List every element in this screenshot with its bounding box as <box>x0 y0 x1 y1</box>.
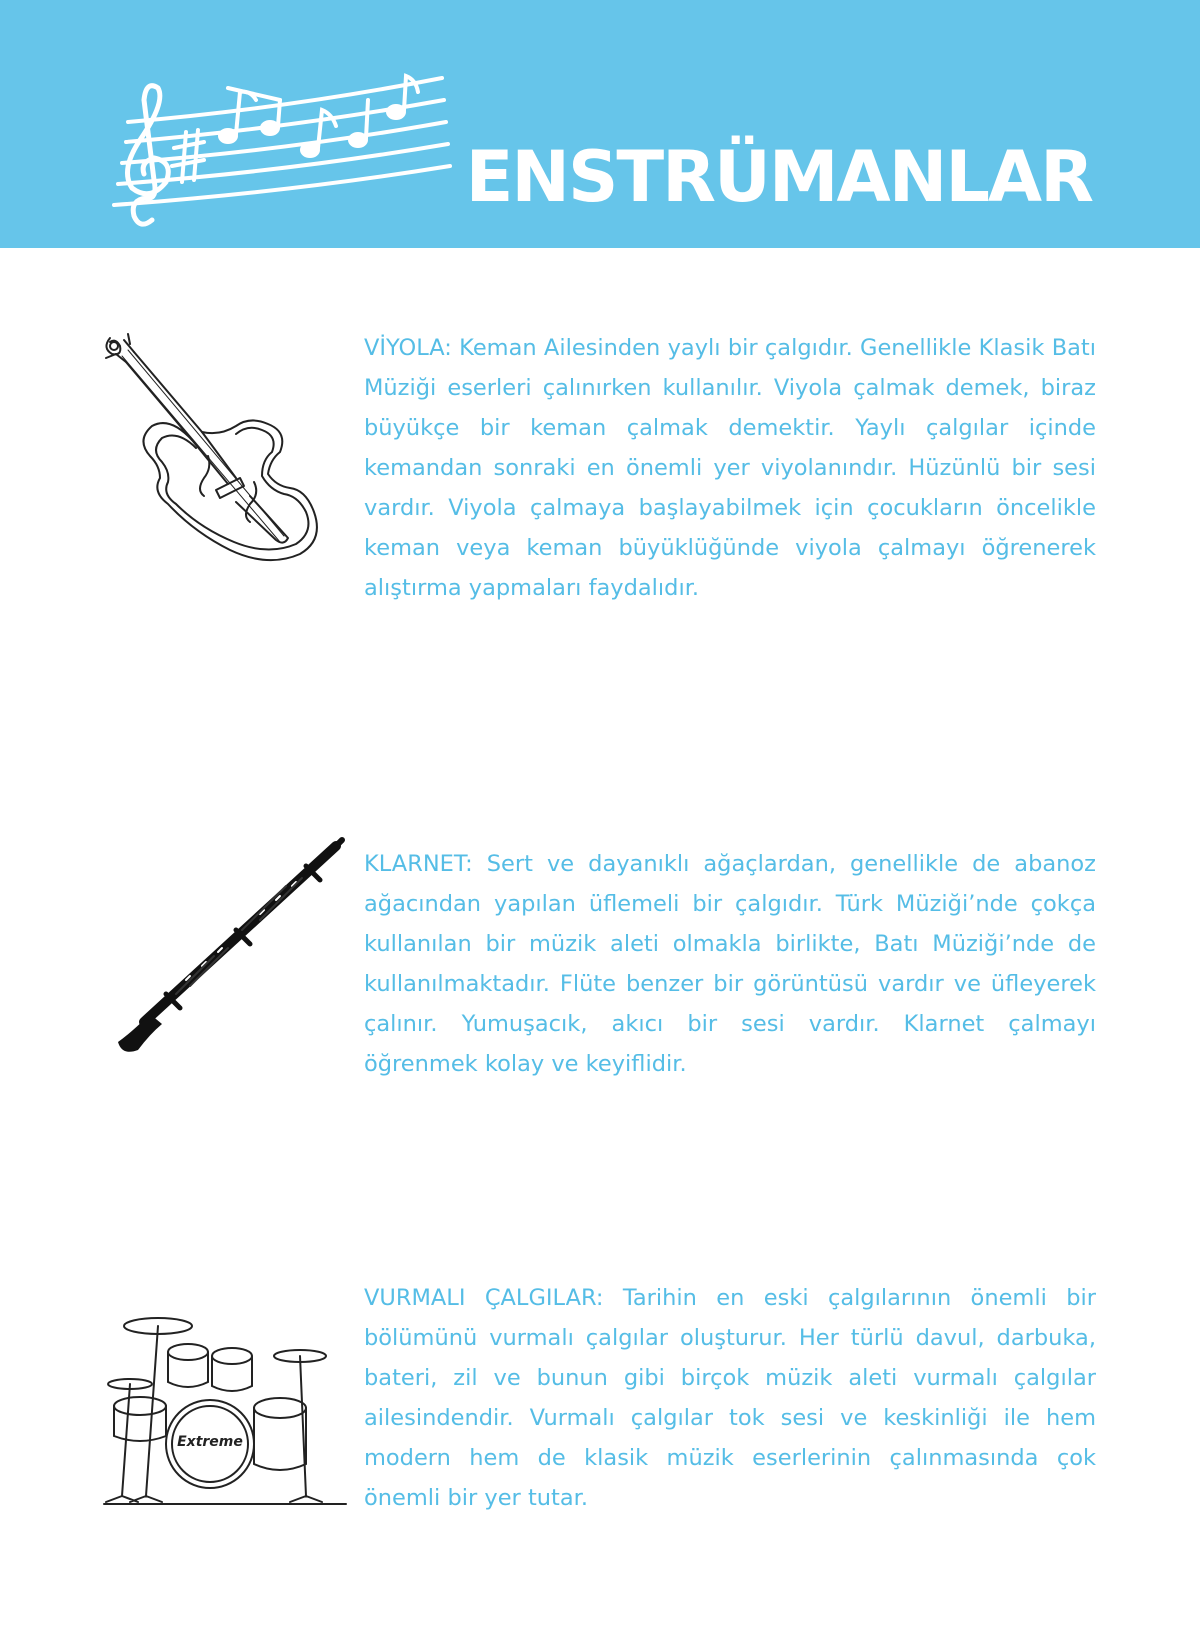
viola-icon <box>100 328 340 568</box>
header-banner <box>0 0 1200 248</box>
clarinet-icon <box>110 836 350 1066</box>
section-text-vurmali: VURMALI ÇALGILAR: Tarihin en eski çalgılarının önemli bir bölümünü vurmalı çalgılar oluşturur. Her türlü davul, darbuka, bateri, zil ve bunun gibi birçok müzik aleti vurmalı çalgılar ailesindendir. Vurmalı çalgılar tok sesi ve keskinliği ile hem modern hem de klasik müzik eserlerinin çalınmasında çok önemli bir yer tutar. <box>364 1285 1096 1511</box>
section-text-klarnet: KLARNET: Sert ve dayanıklı ağaçlardan, genellikle de abanoz ağacından yapılan üflemeli bir çalgıdır. Türk Müziği’nde çokça kullanılan bir müzik aleti olmakla birlikte, Batı Müziği’nde de kullanılmaktadır. Flüte benzer bir görüntüsü vardır ve üfleyerek çalınır. Yumuşacık, akıcı bir sesi vardır. Klarnet çalmayı öğrenmek kolay ve keyiflidir. <box>364 851 1096 1077</box>
drum-logo-text: Extreme <box>177 1434 243 1450</box>
page-title: ENSTRÜMANLAR <box>465 136 1092 218</box>
drum-kit-icon <box>100 1296 350 1506</box>
music-staff-icon <box>100 70 480 230</box>
section-text-viyola: VİYOLA: Keman Ailesinden yaylı bir çalgıdır. Genellikle Klasik Batı Müziği eserleri çalınırken kullanılır. Viyola çalmak demek, biraz büyükçe bir keman çalmak demektir. Yaylı çalgılar içinde kemandan sonraki en önemli yer viyolanındır. Hüzünlü bir sesi vardır. Viyola çalmaya başlayabilmek için çocukların öncelikle keman veya keman büyüklüğünde viyola çalmayı öğrenerek alıştırma yapmaları faydalıdır. <box>364 335 1096 601</box>
